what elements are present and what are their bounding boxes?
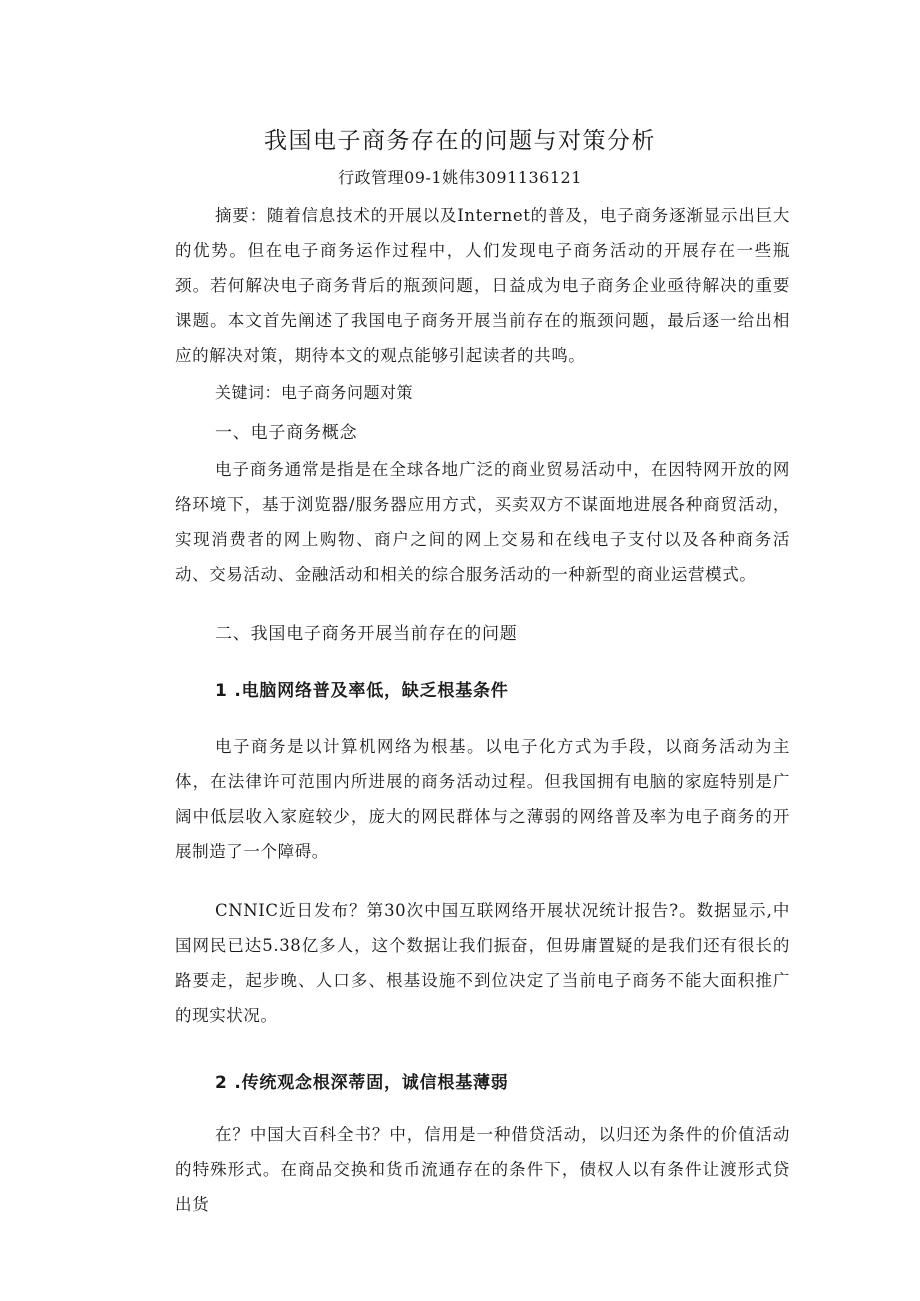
abstract-paragraph: 摘要：随着信息技术的开展以及Internet的普及，电子商务逐渐显示出巨大的优势。但在电子商务运作过程中，人们发现电子商务活动的开展存在一些瓶颈。若何解决电子商务背后的瓶颈问题，日益成为电子商务企业亟待解决的重要课题。本文首先阐述了我国电子商务开展当前存在的瓶颈问题，最后逐一给出相应的解决对策，期待本文的观点能够引起读者的共鸣。 xyxy=(175,206,790,365)
author-line: 行政管理09-1姚伟3091136121 xyxy=(338,168,582,187)
keywords-line: 关键词：电子商务问题对策 xyxy=(215,383,414,402)
subsection-1-heading: 1 .电脑网络普及率低，缺乏根基条件 xyxy=(215,681,509,701)
section-1-heading: 一、电子商务概念 xyxy=(215,423,358,443)
document-title: 我国电子商务存在的问题与对策分析 xyxy=(264,128,656,154)
section-1-paragraph: 电子商务通常是指是在全球各地广泛的商业贸易活动中，在因特网开放的网络环境下，基于浏览器/服务器应用方式，买卖双方不谋面地进展各种商贸活动，实现消费者的网上购物、商户之间的网上交易和在线电子支付以及各种商务活动、交易活动、金融活动和相关的综合服务活动的一种新型的商业运营模式。 xyxy=(175,460,790,584)
subsection-2-heading: 2 .传统观念根深蒂固，诚信根基薄弱 xyxy=(215,1073,509,1093)
subsection-2-paragraph: 在？中国大百科全书？中，信用是一种借贷活动，以归还为条件的价值活动的特殊形式。在商品交换和货币流通存在的条件下，债权人以有条件让渡形式贷出货 xyxy=(175,1125,790,1214)
subsection-1-paragraph: 电子商务是以计算机网络为根基。以电子化方式为手段，以商务活动为主体，在法律许可范围内所进展的商务活动过程。但我国拥有电脑的家庭特别是广阔中低层收入家庭较少，庞大的网民群体与之薄弱的网络普及率为电子商务的开展制造了一个障碍。 xyxy=(175,737,790,861)
section-2-heading: 二、我国电子商务开展当前存在的问题 xyxy=(215,624,518,644)
subsection-1-paragraph-2: CNNIC近日发布？第30次中国互联网络开展状况统计报告?。数据显示,中国网民已达5.38亿多人，这个数据让我们振奋，但毋庸置疑的是我们还有很长的路要走，起步晚、人口多、根基设施不到位决定了当前电子商务不能大面积推广的现实状况。 xyxy=(175,901,790,1025)
